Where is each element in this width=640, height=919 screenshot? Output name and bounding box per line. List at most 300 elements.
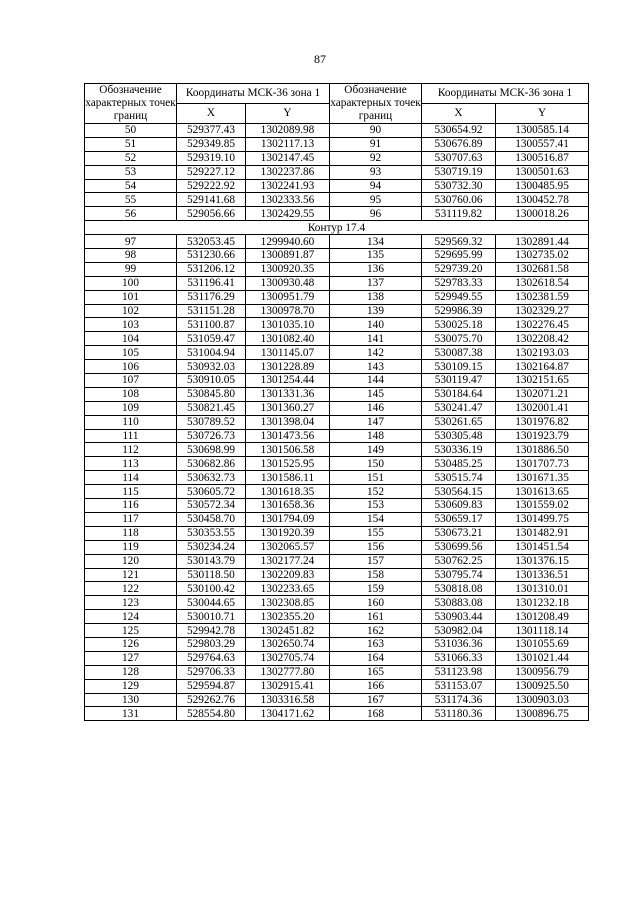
table-row xyxy=(85,401,589,415)
y-right-cell: 1301886.50 xyxy=(496,443,589,457)
x-right-cell: 531174.36 xyxy=(422,693,496,707)
y-right-cell: 1301118.14 xyxy=(496,624,589,638)
point-right-cell: 154 xyxy=(330,512,422,526)
point-right-cell: 144 xyxy=(330,374,422,388)
y-left-cell: 1302147.45 xyxy=(246,151,330,165)
x-left-cell: 529227.12 xyxy=(177,165,246,179)
table-row xyxy=(85,207,589,221)
y-right-cell: 1300903.03 xyxy=(496,693,589,707)
point-label-header-left: Обозначение характерных точек границ xyxy=(85,84,176,122)
x-left-cell: 529141.68 xyxy=(177,193,246,207)
point-left-cell: 103 xyxy=(85,318,177,332)
x-right-cell: 530818.08 xyxy=(422,582,496,596)
y-right-cell: 1301310.01 xyxy=(496,582,589,596)
point-left-cell: 97 xyxy=(85,235,177,249)
x-left-cell: 530044.65 xyxy=(177,596,246,610)
point-left-cell: 130 xyxy=(85,693,177,707)
y-right-cell: 1300485.95 xyxy=(496,179,589,193)
table-row xyxy=(85,596,589,610)
x-left-cell: 530932.03 xyxy=(177,360,246,374)
point-left-cell: 127 xyxy=(85,651,177,665)
table-row xyxy=(85,471,589,485)
point-right-cell: 165 xyxy=(330,665,422,679)
x-right-cell: 530564.15 xyxy=(422,485,496,499)
x-right-cell: 529569.32 xyxy=(422,235,496,249)
table-row xyxy=(85,610,589,624)
y-right-cell: 1301021.44 xyxy=(496,651,589,665)
coordinates-table xyxy=(84,83,589,721)
y-left-cell: 1302650.74 xyxy=(246,637,330,651)
y-left-cell: 1301586.11 xyxy=(246,471,330,485)
y-left-cell: 1302915.41 xyxy=(246,679,330,693)
point-left-cell: 56 xyxy=(85,207,177,221)
x-left-cell: 530458.70 xyxy=(177,512,246,526)
x-right-cell: 530025.18 xyxy=(422,318,496,332)
y-right-cell: 1302381.59 xyxy=(496,290,589,304)
y-left-cell: 1301228.89 xyxy=(246,360,330,374)
y-left-cell: 1301473.56 xyxy=(246,429,330,443)
point-right-cell: 147 xyxy=(330,415,422,429)
table-row xyxy=(85,276,589,290)
coord-header-right: Координаты МСК-36 зона 1 xyxy=(422,84,589,104)
x-right-cell: 530883.08 xyxy=(422,596,496,610)
x-right-cell: 530184.64 xyxy=(422,387,496,401)
y-right-cell: 1301055.69 xyxy=(496,637,589,651)
x-right-cell: 531036.36 xyxy=(422,637,496,651)
x-right-cell: 530673.21 xyxy=(422,526,496,540)
point-left-cell: 112 xyxy=(85,443,177,457)
y-left-cell: 1304171.62 xyxy=(246,707,330,721)
point-right-cell: 92 xyxy=(330,151,422,165)
table-row xyxy=(85,374,589,388)
table-row xyxy=(85,124,589,138)
x-right-cell: 530261.65 xyxy=(422,415,496,429)
x-right-cell: 530762.25 xyxy=(422,554,496,568)
contour-row xyxy=(85,221,589,235)
y-right-cell: 1302151.65 xyxy=(496,374,589,388)
x-right-cell: 529949.55 xyxy=(422,290,496,304)
point-left-cell: 113 xyxy=(85,457,177,471)
x-left-cell: 528554.80 xyxy=(177,707,246,721)
table-row xyxy=(85,485,589,499)
section-1-rows xyxy=(85,124,589,221)
x-left-cell: 530572.34 xyxy=(177,499,246,513)
x-left-cell: 531100.87 xyxy=(177,318,246,332)
table-row xyxy=(85,679,589,693)
x-left-cell: 529056.66 xyxy=(177,207,246,221)
point-right-cell: 167 xyxy=(330,693,422,707)
point-left-cell: 99 xyxy=(85,262,177,276)
point-left-cell: 50 xyxy=(85,124,177,138)
x-right-cell: 530241.47 xyxy=(422,401,496,415)
table-row xyxy=(85,318,589,332)
y-left-cell: 1302429.55 xyxy=(246,207,330,221)
table-row xyxy=(85,235,589,249)
y-left-cell: 1302177.24 xyxy=(246,554,330,568)
x-right-cell: 529695.99 xyxy=(422,249,496,263)
y-left-cell: 1301920.39 xyxy=(246,526,330,540)
x-left-cell: 532053.45 xyxy=(177,235,246,249)
y-left-cell: 1302705.74 xyxy=(246,651,330,665)
y-right-cell: 1302276.45 xyxy=(496,318,589,332)
y-left-cell: 1302237.86 xyxy=(246,165,330,179)
x-left-cell: 530605.72 xyxy=(177,485,246,499)
y-left-cell: 1302065.57 xyxy=(246,540,330,554)
point-right-cell: 91 xyxy=(330,137,422,151)
x-left-cell: 531196.41 xyxy=(177,276,246,290)
table-row xyxy=(85,137,589,151)
table-row xyxy=(85,443,589,457)
y-left-cell: 1302308.85 xyxy=(246,596,330,610)
point-right-cell: 157 xyxy=(330,554,422,568)
point-left-cell: 117 xyxy=(85,512,177,526)
y-right-cell: 1300501.63 xyxy=(496,165,589,179)
y-right-cell: 1301707.73 xyxy=(496,457,589,471)
point-left-cell: 120 xyxy=(85,554,177,568)
y-right-cell: 1301208.49 xyxy=(496,610,589,624)
point-right-cell: 168 xyxy=(330,707,422,721)
y-right-cell: 1301923.79 xyxy=(496,429,589,443)
point-right-cell: 94 xyxy=(330,179,422,193)
y-left-cell: 1300920.35 xyxy=(246,262,330,276)
x-right-cell: 530485.25 xyxy=(422,457,496,471)
y-left-cell: 1302117.13 xyxy=(246,137,330,151)
point-left-cell: 124 xyxy=(85,610,177,624)
x-right-cell: 530982.04 xyxy=(422,624,496,638)
x-right-cell: 531123.98 xyxy=(422,665,496,679)
point-left-cell: 129 xyxy=(85,679,177,693)
contour-label: Контур 17.4 xyxy=(85,221,589,235)
y-left-cell: 1302241.93 xyxy=(246,179,330,193)
y-right-cell: 1302071.21 xyxy=(496,387,589,401)
y-right-cell: 1300585.14 xyxy=(496,124,589,138)
point-left-cell: 122 xyxy=(85,582,177,596)
x-left-cell: 530632.73 xyxy=(177,471,246,485)
table-row xyxy=(85,693,589,707)
table-row xyxy=(85,526,589,540)
y-left-cell: 1301658.36 xyxy=(246,499,330,513)
x-right-cell: 530087.38 xyxy=(422,346,496,360)
y-right-cell: 1301482.91 xyxy=(496,526,589,540)
point-right-cell: 160 xyxy=(330,596,422,610)
x-right-cell: 530676.89 xyxy=(422,137,496,151)
x-left-cell: 529942.78 xyxy=(177,624,246,638)
x-left-cell: 529803.29 xyxy=(177,637,246,651)
y-right-cell: 1300452.78 xyxy=(496,193,589,207)
y-right-cell: 1302891.44 xyxy=(496,235,589,249)
y-right-cell: 1300557.41 xyxy=(496,137,589,151)
y-left-cell: 1302333.56 xyxy=(246,193,330,207)
point-left-cell: 131 xyxy=(85,707,177,721)
table-row xyxy=(85,540,589,554)
y-right-cell: 1301376.15 xyxy=(496,554,589,568)
y-right-cell: 1302618.54 xyxy=(496,276,589,290)
y-left-cell: 1301254.44 xyxy=(246,374,330,388)
y-header-right: Y xyxy=(496,104,589,124)
point-label-header-right: Обозначение характерных точек границ xyxy=(330,84,421,122)
point-left-cell: 104 xyxy=(85,332,177,346)
x-left-cell: 530234.24 xyxy=(177,540,246,554)
x-right-cell: 531153.07 xyxy=(422,679,496,693)
y-right-cell: 1300925.50 xyxy=(496,679,589,693)
point-right-cell: 138 xyxy=(330,290,422,304)
x-left-cell: 530100.42 xyxy=(177,582,246,596)
point-right-cell: 155 xyxy=(330,526,422,540)
table-row xyxy=(85,290,589,304)
y-left-cell: 1302209.83 xyxy=(246,568,330,582)
point-left-cell: 100 xyxy=(85,276,177,290)
y-right-cell: 1301671.35 xyxy=(496,471,589,485)
y-left-cell: 1302233.65 xyxy=(246,582,330,596)
x-right-cell: 530654.92 xyxy=(422,124,496,138)
point-right-cell: 158 xyxy=(330,568,422,582)
point-right-cell: 151 xyxy=(330,471,422,485)
table-row xyxy=(85,360,589,374)
y-right-cell: 1302735.02 xyxy=(496,249,589,263)
y-left-cell: 1301360.27 xyxy=(246,401,330,415)
x-left-cell: 529706.33 xyxy=(177,665,246,679)
x-left-cell: 529594.87 xyxy=(177,679,246,693)
x-right-cell: 529783.33 xyxy=(422,276,496,290)
point-right-cell: 162 xyxy=(330,624,422,638)
x-right-cell: 530109.15 xyxy=(422,360,496,374)
y-right-cell: 1300018.26 xyxy=(496,207,589,221)
x-left-cell: 530353.55 xyxy=(177,526,246,540)
table-row xyxy=(85,512,589,526)
point-right-cell: 152 xyxy=(330,485,422,499)
y-right-cell: 1300896.75 xyxy=(496,707,589,721)
x-right-cell: 531066.33 xyxy=(422,651,496,665)
point-right-cell: 156 xyxy=(330,540,422,554)
point-left-cell: 109 xyxy=(85,401,177,415)
point-left-cell: 116 xyxy=(85,499,177,513)
point-left-cell: 105 xyxy=(85,346,177,360)
x-right-cell: 530515.74 xyxy=(422,471,496,485)
point-left-cell: 111 xyxy=(85,429,177,443)
y-left-cell: 1299940.60 xyxy=(246,235,330,249)
x-left-cell: 531059.47 xyxy=(177,332,246,346)
point-right-cell: 150 xyxy=(330,457,422,471)
x-right-cell: 530075.70 xyxy=(422,332,496,346)
table-row xyxy=(85,429,589,443)
y-left-cell: 1303316.58 xyxy=(246,693,330,707)
point-left-cell: 128 xyxy=(85,665,177,679)
point-left-cell: 98 xyxy=(85,249,177,263)
x-right-cell: 530760.06 xyxy=(422,193,496,207)
table-row xyxy=(85,415,589,429)
point-right-cell: 145 xyxy=(330,387,422,401)
point-left-cell: 51 xyxy=(85,137,177,151)
y-left-cell: 1301035.10 xyxy=(246,318,330,332)
x-header-right: X xyxy=(422,104,496,124)
y-left-cell: 1301331.36 xyxy=(246,387,330,401)
y-right-cell: 1301613.65 xyxy=(496,485,589,499)
y-left-cell: 1301506.58 xyxy=(246,443,330,457)
x-right-cell: 530719.19 xyxy=(422,165,496,179)
point-right-cell: 139 xyxy=(330,304,422,318)
y-left-cell: 1300978.70 xyxy=(246,304,330,318)
point-right-cell: 146 xyxy=(330,401,422,415)
y-left-cell: 1301145.07 xyxy=(246,346,330,360)
x-left-cell: 530010.71 xyxy=(177,610,246,624)
point-left-cell: 126 xyxy=(85,637,177,651)
x-left-cell: 530698.99 xyxy=(177,443,246,457)
x-right-cell: 529739.20 xyxy=(422,262,496,276)
table-row xyxy=(85,179,589,193)
point-right-cell: 142 xyxy=(330,346,422,360)
x-right-cell: 530609.83 xyxy=(422,499,496,513)
y-right-cell: 1301559.02 xyxy=(496,499,589,513)
table-row xyxy=(85,554,589,568)
point-left-cell: 55 xyxy=(85,193,177,207)
x-right-cell: 529986.39 xyxy=(422,304,496,318)
table-row xyxy=(85,568,589,582)
y-left-cell: 1300951.79 xyxy=(246,290,330,304)
point-left-cell: 114 xyxy=(85,471,177,485)
y-left-cell: 1301082.40 xyxy=(246,332,330,346)
point-right-cell: 136 xyxy=(330,262,422,276)
point-right-cell: 95 xyxy=(330,193,422,207)
x-right-cell: 531180.36 xyxy=(422,707,496,721)
x-left-cell: 530910.05 xyxy=(177,374,246,388)
coord-header-left: Координаты МСК-36 зона 1 xyxy=(177,84,330,104)
x-left-cell: 529764.63 xyxy=(177,651,246,665)
point-left-cell: 52 xyxy=(85,151,177,165)
point-left-cell: 53 xyxy=(85,165,177,179)
point-right-cell: 135 xyxy=(330,249,422,263)
y-left-cell: 1301398.04 xyxy=(246,415,330,429)
x-left-cell: 529377.43 xyxy=(177,124,246,138)
y-right-cell: 1301976.82 xyxy=(496,415,589,429)
x-right-cell: 531119.82 xyxy=(422,207,496,221)
table-row xyxy=(85,499,589,513)
x-right-cell: 530699.56 xyxy=(422,540,496,554)
table-row xyxy=(85,165,589,179)
x-right-cell: 530336.19 xyxy=(422,443,496,457)
table-row xyxy=(85,457,589,471)
point-left-cell: 102 xyxy=(85,304,177,318)
y-right-cell: 1300956.79 xyxy=(496,665,589,679)
y-right-cell: 1300516.87 xyxy=(496,151,589,165)
x-left-cell: 529222.92 xyxy=(177,179,246,193)
x-left-cell: 530682.86 xyxy=(177,457,246,471)
x-left-cell: 530789.52 xyxy=(177,415,246,429)
x-right-cell: 530119.47 xyxy=(422,374,496,388)
point-right-cell: 134 xyxy=(330,235,422,249)
point-right-cell: 163 xyxy=(330,637,422,651)
x-left-cell: 531206.12 xyxy=(177,262,246,276)
y-right-cell: 1302208.42 xyxy=(496,332,589,346)
x-right-cell: 530305.48 xyxy=(422,429,496,443)
contour-section xyxy=(85,221,589,235)
table-row xyxy=(85,151,589,165)
point-right-cell: 159 xyxy=(330,582,422,596)
y-right-cell: 1302164.87 xyxy=(496,360,589,374)
x-header-left: X xyxy=(177,104,246,124)
y-left-cell: 1301618.35 xyxy=(246,485,330,499)
x-left-cell: 529349.85 xyxy=(177,137,246,151)
x-left-cell: 531151.28 xyxy=(177,304,246,318)
y-left-cell: 1302777.80 xyxy=(246,665,330,679)
y-left-cell: 1302089.98 xyxy=(246,124,330,138)
y-header-left: Y xyxy=(246,104,330,124)
point-left-cell: 121 xyxy=(85,568,177,582)
table-row xyxy=(85,346,589,360)
x-left-cell: 530845.80 xyxy=(177,387,246,401)
point-left-cell: 107 xyxy=(85,374,177,388)
y-right-cell: 1301499.75 xyxy=(496,512,589,526)
x-left-cell: 530821.45 xyxy=(177,401,246,415)
x-left-cell: 531230.66 xyxy=(177,249,246,263)
point-right-cell: 143 xyxy=(330,360,422,374)
y-left-cell: 1301794.09 xyxy=(246,512,330,526)
table-row xyxy=(85,193,589,207)
table-row xyxy=(85,387,589,401)
point-right-cell: 164 xyxy=(330,651,422,665)
y-right-cell: 1301451.54 xyxy=(496,540,589,554)
point-right-cell: 153 xyxy=(330,499,422,513)
y-left-cell: 1301525.95 xyxy=(246,457,330,471)
point-right-cell: 140 xyxy=(330,318,422,332)
y-right-cell: 1302193.03 xyxy=(496,346,589,360)
x-right-cell: 530903.44 xyxy=(422,610,496,624)
table-row xyxy=(85,249,589,263)
point-left-cell: 115 xyxy=(85,485,177,499)
point-right-cell: 90 xyxy=(330,124,422,138)
table-row xyxy=(85,624,589,638)
point-left-cell: 118 xyxy=(85,526,177,540)
x-left-cell: 530726.73 xyxy=(177,429,246,443)
point-right-cell: 96 xyxy=(330,207,422,221)
section-2-rows xyxy=(85,235,589,721)
x-right-cell: 530659.17 xyxy=(422,512,496,526)
point-right-cell: 148 xyxy=(330,429,422,443)
x-left-cell: 529262.76 xyxy=(177,693,246,707)
point-right-cell: 149 xyxy=(330,443,422,457)
table-row xyxy=(85,665,589,679)
point-left-cell: 119 xyxy=(85,540,177,554)
point-left-cell: 54 xyxy=(85,179,177,193)
x-left-cell: 530118.50 xyxy=(177,568,246,582)
x-right-cell: 530732.30 xyxy=(422,179,496,193)
y-right-cell: 1301336.51 xyxy=(496,568,589,582)
y-left-cell: 1300891.87 xyxy=(246,249,330,263)
point-right-cell: 137 xyxy=(330,276,422,290)
table-row xyxy=(85,582,589,596)
table-row xyxy=(85,304,589,318)
table-row xyxy=(85,707,589,721)
point-left-cell: 108 xyxy=(85,387,177,401)
x-right-cell: 530795.74 xyxy=(422,568,496,582)
y-right-cell: 1302681.58 xyxy=(496,262,589,276)
point-left-cell: 125 xyxy=(85,624,177,638)
table-row xyxy=(85,637,589,651)
x-left-cell: 531004.94 xyxy=(177,346,246,360)
point-left-cell: 101 xyxy=(85,290,177,304)
page-number: 87 xyxy=(314,52,326,66)
table-row xyxy=(85,651,589,665)
y-left-cell: 1300930.48 xyxy=(246,276,330,290)
y-left-cell: 1302451.82 xyxy=(246,624,330,638)
point-left-cell: 110 xyxy=(85,415,177,429)
point-right-cell: 141 xyxy=(330,332,422,346)
y-right-cell: 1301232.18 xyxy=(496,596,589,610)
x-left-cell: 531176.29 xyxy=(177,290,246,304)
point-right-cell: 93 xyxy=(330,165,422,179)
y-right-cell: 1302329.27 xyxy=(496,304,589,318)
point-left-cell: 123 xyxy=(85,596,177,610)
x-left-cell: 530143.79 xyxy=(177,554,246,568)
